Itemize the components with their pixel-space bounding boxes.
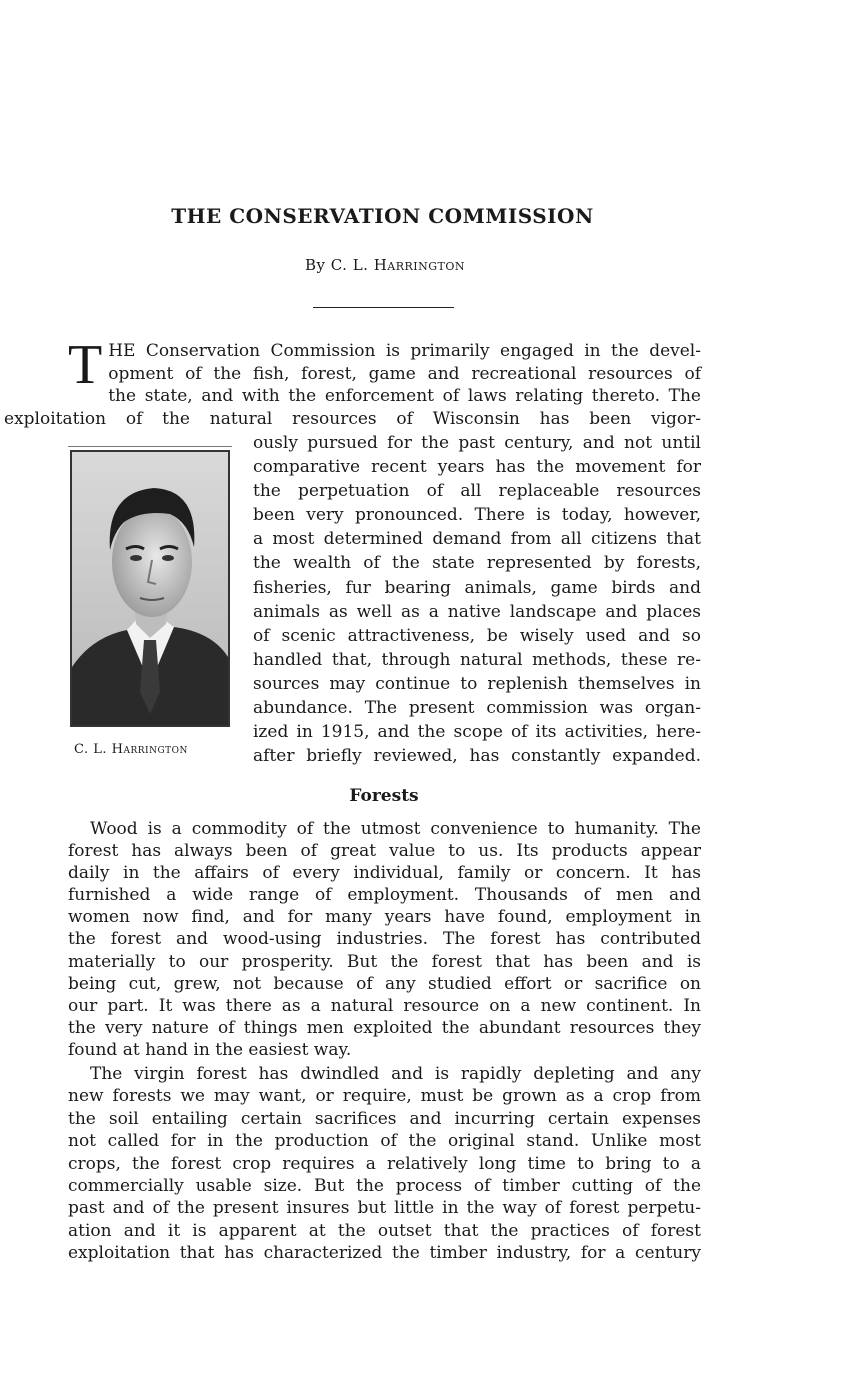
- paragraph-line: past and of the present insures but little in the way of forest perpetu-: [68, 1198, 701, 1219]
- paragraph-line: furnished a wide range of employment. Thousands of men and: [68, 885, 701, 906]
- paragraph-line: The virgin forest has dwindled and is rapidly depleting and any: [90, 1064, 701, 1084]
- intro-wrap-line: after briefly reviewed, has constantly expanded.: [253, 746, 701, 767]
- intro-paragraph: [4, 334, 701, 430]
- intro-wrap-line: the wealth of the state represented by forests,: [253, 553, 701, 574]
- intro-line: exploitation of the natural resources of Wisconsin has been vigor-: [4, 408, 701, 429]
- paragraph-line: found at hand in the easiest way.: [68, 1039, 352, 1060]
- drop-cap: T: [68, 334, 103, 396]
- paragraph-line: being cut, grew, not because of any studied effort or sacrifice on: [68, 973, 701, 994]
- intro-wrap-line: sources may continue to replenish themselves in: [253, 673, 701, 694]
- intro-line: HE Conservation Commission is primarily engaged in the devel-: [108, 341, 701, 361]
- paragraph-line: our part. It was there as a natural resource on a new continent. In: [68, 995, 701, 1016]
- paragraph-line: not called for in the production of the original stand. Unlike most: [68, 1131, 701, 1152]
- portrait-photo: [72, 452, 228, 725]
- intro-wrap-line: ously pursued for the past century, and not until: [253, 433, 701, 453]
- intro-wrap-line: comparative recent years has the movement for: [253, 457, 701, 478]
- paragraph-line: Wood is a commodity of the utmost convenience to humanity. The: [90, 819, 701, 839]
- article-title: THE CONSERVATION COMMISSION: [171, 204, 594, 228]
- forests-paragraph-1: [68, 818, 701, 1061]
- paragraph-line: daily in the affairs of every individual, family or concern. It has: [68, 863, 701, 884]
- paragraph-line: the very nature of things men exploited the abundant resources they: [68, 1017, 701, 1038]
- intro-wrap-line: of scenic attractiveness, be wisely used and so: [253, 625, 701, 646]
- section-heading-forests: Forests: [349, 786, 419, 806]
- paragraph-line: exploitation that has characterized the timber industry, for a century: [68, 1243, 701, 1264]
- author-portrait: [70, 450, 230, 727]
- paragraph-line: the forest and wood-using industries. The forest has contributed: [68, 929, 701, 950]
- intro-wrap-line: been very pronounced. There is today, however,: [253, 505, 701, 526]
- intro-wrap-line: the perpetuation of all replaceable resources: [253, 481, 701, 502]
- intro-wrap-line: abundance. The present commission was organ-: [253, 698, 701, 719]
- forests-paragraph-2: [68, 1063, 701, 1265]
- portrait-frame-line: [68, 446, 232, 447]
- byline-author: C. L. Harrington: [330, 256, 466, 274]
- paragraph-line: the soil entailing certain sacrifices and incurring certain expenses: [68, 1108, 701, 1129]
- paragraph-line: crops, the forest crop requires a relatively long time to bring to a: [68, 1153, 701, 1174]
- intro-wrapped-text: [253, 431, 701, 768]
- paragraph-line: commercially usable size. But the process of timber cutting of the: [68, 1176, 701, 1197]
- paragraph-line: women now find, and for many years have found, employment in: [68, 907, 701, 928]
- intro-wrap-line: ized in 1915, and the scope of its activities, here-: [253, 722, 701, 743]
- byline: [0, 256, 770, 274]
- intro-wrap-line: a most determined demand from all citizens that: [253, 529, 701, 550]
- intro-line: opment of the fish, forest, game and recreational resources of: [108, 363, 701, 384]
- portrait-caption: C. L. Harrington: [74, 742, 188, 757]
- intro-wrap-line: fisheries, fur bearing animals, game birds and: [253, 577, 701, 598]
- intro-wrap-line: handled that, through natural methods, these re-: [253, 649, 701, 670]
- title-divider: [313, 307, 454, 308]
- paragraph-line: new forests we may want, or require, must be grown as a crop from: [68, 1086, 701, 1107]
- paragraph-line: ation and it is apparent at the outset that the practices of forest: [68, 1220, 701, 1241]
- byline-prefix: By: [304, 256, 326, 274]
- intro-wrap-line: animals as well as a native landscape and places: [253, 601, 701, 622]
- paragraph-line: forest has always been of great value to us. Its products appear: [68, 841, 701, 862]
- paragraph-line: materially to our prosperity. But the forest that has been and is: [68, 951, 701, 972]
- intro-line: the state, and with the enforcement of laws relating thereto. The: [108, 386, 701, 407]
